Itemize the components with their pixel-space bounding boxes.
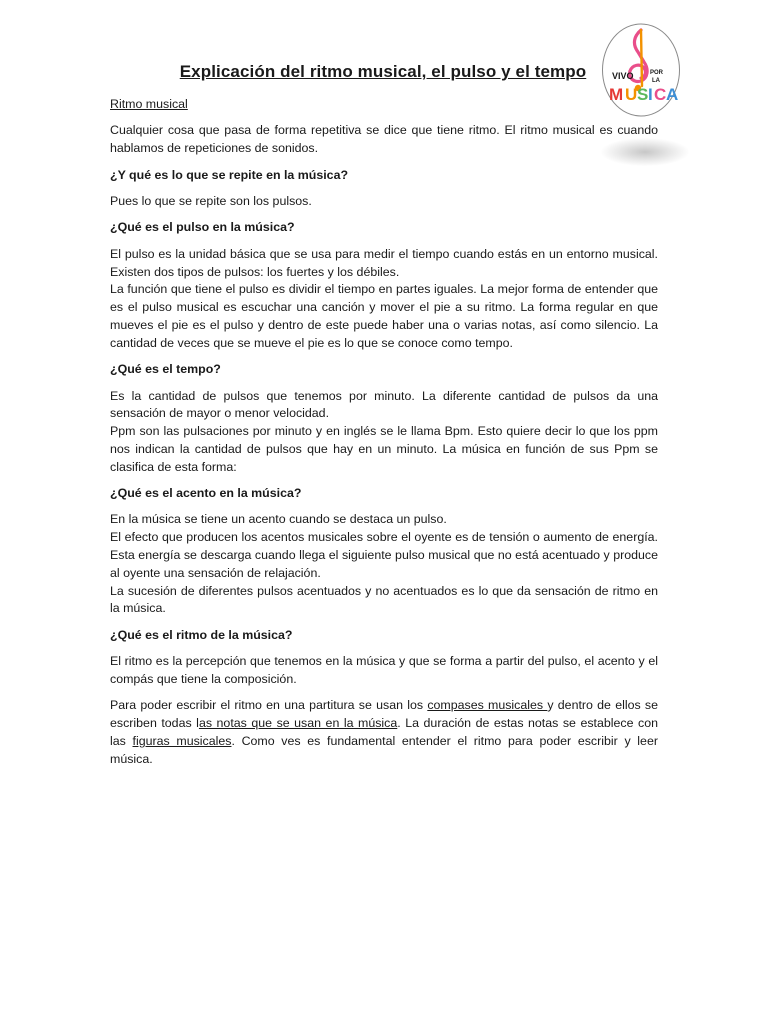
text-run: . La duración de estas notas se establece con las — [110, 716, 658, 749]
paragraph: El ritmo es la percepción que tenemos en la música y que se forma a partir del pulso, el acento y el compás que tiene la composición. — [110, 654, 658, 687]
svg-text:A: A — [666, 85, 679, 104]
svg-text:I: I — [648, 85, 653, 104]
logo-word-por: POR — [650, 70, 664, 76]
paragraph: El pulso es la unidad básica que se usa para medir el tiempo cuando estás en un entorno musical. Existen dos tipos de pulsos: los fuertes y los débiles. — [110, 246, 658, 279]
section-heading: ¿Y qué es lo que se repite en la música? — [110, 167, 349, 182]
svg-text:C: C — [654, 85, 667, 104]
paragraph: Ppm son las pulsaciones por minuto y en inglés se le llama Bpm. Esto quiere decir lo que los ppm nos indican la cantidad de pulsos que hay en un minuto. La música en función de sus Ppm se clasifica de esta forma: — [110, 424, 658, 474]
link-figuras-musicales[interactable]: figuras musicales — [132, 734, 232, 749]
page-title: Explicación del ritmo musical, el pulso y el tempo — [179, 62, 587, 81]
text-run: y dentro de ellos se escriben todas l — [110, 698, 658, 731]
link-compases-musicales[interactable]: compases musicales — [427, 698, 548, 713]
document-body — [110, 96, 658, 777]
paragraph: Cualquier cosa que pasa de forma repetitiva se dice que tiene ritmo. El ritmo musical es cuando hablamos de repeticiones de sonidos. — [110, 123, 658, 156]
paragraph: El efecto que producen los acentos musicales sobre el oyente es de tensión o aumento de energía. Esta energía se descarga cuando llega el siguiente pulso musical que no está acentuado y produce al oyente una sensación de relajación. — [110, 530, 658, 580]
section-heading: ¿Qué es el acento en la música? — [110, 486, 302, 501]
section-heading: ¿Qué es el pulso en la música? — [110, 220, 295, 235]
svg-text:U: U — [625, 85, 638, 104]
paragraph: Pues lo que se repite son los pulsos. — [110, 193, 312, 208]
paragraph: En la música se tiene un acento cuando se destaca un pulso. — [110, 512, 447, 527]
logo-word-la: LA — [652, 78, 660, 84]
link-notas-musica[interactable]: as notas que se usan en la música — [198, 716, 398, 731]
svg-text:M: M — [609, 85, 624, 104]
section-heading: Ritmo musical — [110, 97, 188, 111]
svg-text:S: S — [637, 85, 649, 104]
paragraph: La sucesión de diferentes pulsos acentuados y no acentuados es lo que da sensación de ritmo en la música. — [110, 583, 658, 616]
text-run: . Como ves es fundamental entender el ritmo para poder escribir y leer música. — [110, 734, 658, 766]
paragraph: Es la cantidad de pulsos que tenemos por minuto. La diferente cantidad de pulsos da una sensación de mayor o menor velocidad. — [110, 388, 658, 421]
section-heading: ¿Qué es el tempo? — [110, 362, 221, 377]
text-run: Para poder escribir el ritmo en una partitura se usan los — [110, 698, 428, 713]
paragraph: La función que tiene el pulso es dividir el tiempo en partes iguales. La mejor forma de entender que es el pulso musical es escuchar una canción y mover el pie a su ritmo. La forma regular en que mueves el pie es el pulso y dentro de este puede haber una o varias notas, así como silencio. La cantidad de veces que se mueve el pie es lo que se conoce como tempo. — [110, 282, 658, 350]
section-heading: ¿Qué es el ritmo de la música? — [110, 627, 293, 642]
final-paragraph — [110, 697, 658, 768]
logo-word-vivo: VIVO — [612, 71, 634, 81]
